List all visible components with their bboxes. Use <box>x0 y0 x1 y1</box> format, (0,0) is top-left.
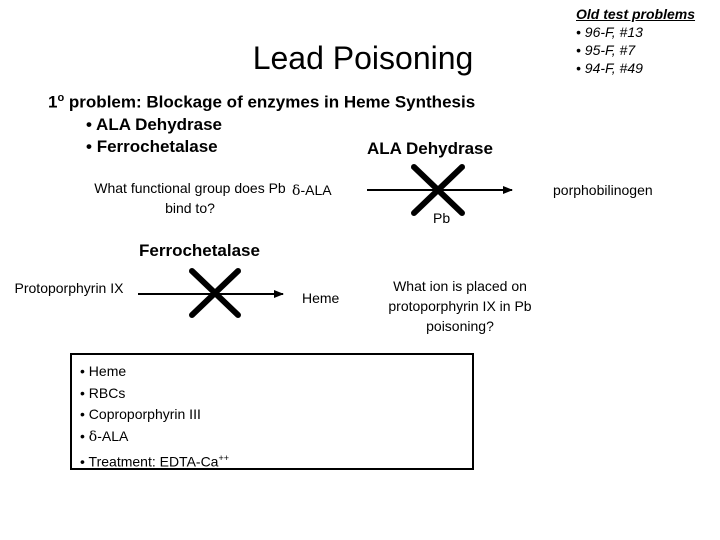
list-item: • Heme <box>80 363 127 379</box>
old-test-item: • 95-F, #7 <box>576 42 636 58</box>
old-tests-title: Old test problems <box>576 6 696 22</box>
pb-inhibitor-label: Pb <box>433 210 451 226</box>
ion-question: What ion is placed on protoporphyrin IX in Pb poisoning? <box>388 278 532 334</box>
old-test-item: • 96-F, #13 <box>576 24 643 40</box>
slide-title: Lead Poisoning <box>252 40 474 76</box>
main-problem-heading: 1$^o$ problem: Blockage of enzymes in Heme Synthesis <box>48 92 476 112</box>
list-item: • Treatment: EDTA-Ca++ <box>80 453 229 470</box>
delta-symbol: δ <box>292 183 301 199</box>
old-test-item: • 94-F, #49 <box>576 60 643 76</box>
list-item: • RBCs <box>80 384 126 401</box>
enzyme-item-ferrochetalase: • Ferrochetalase <box>86 137 218 156</box>
enzyme-item-ala-dehydrase: • ALA Dehydrase <box>86 115 223 134</box>
delta-ala-label: δ-ALA <box>292 182 332 199</box>
heme-label: Heme <box>302 290 340 306</box>
functional-group-question: What functional group does Pb bind to? <box>94 180 286 216</box>
delta-symbol: δ <box>88 428 98 445</box>
porphobilinogen-label: porphobilinogen <box>553 182 653 198</box>
ala-dehydrase-title: ALA Dehydrase <box>367 139 493 158</box>
protoporphyrin-label: Protoporphyrin IX <box>14 280 124 296</box>
lab-findings-box <box>70 353 474 470</box>
list-item: • δ-ALA <box>80 427 129 445</box>
list-item: • Coproporphyrin III <box>80 406 201 422</box>
ferrochetalase-title: Ferrochetalase <box>139 241 260 260</box>
